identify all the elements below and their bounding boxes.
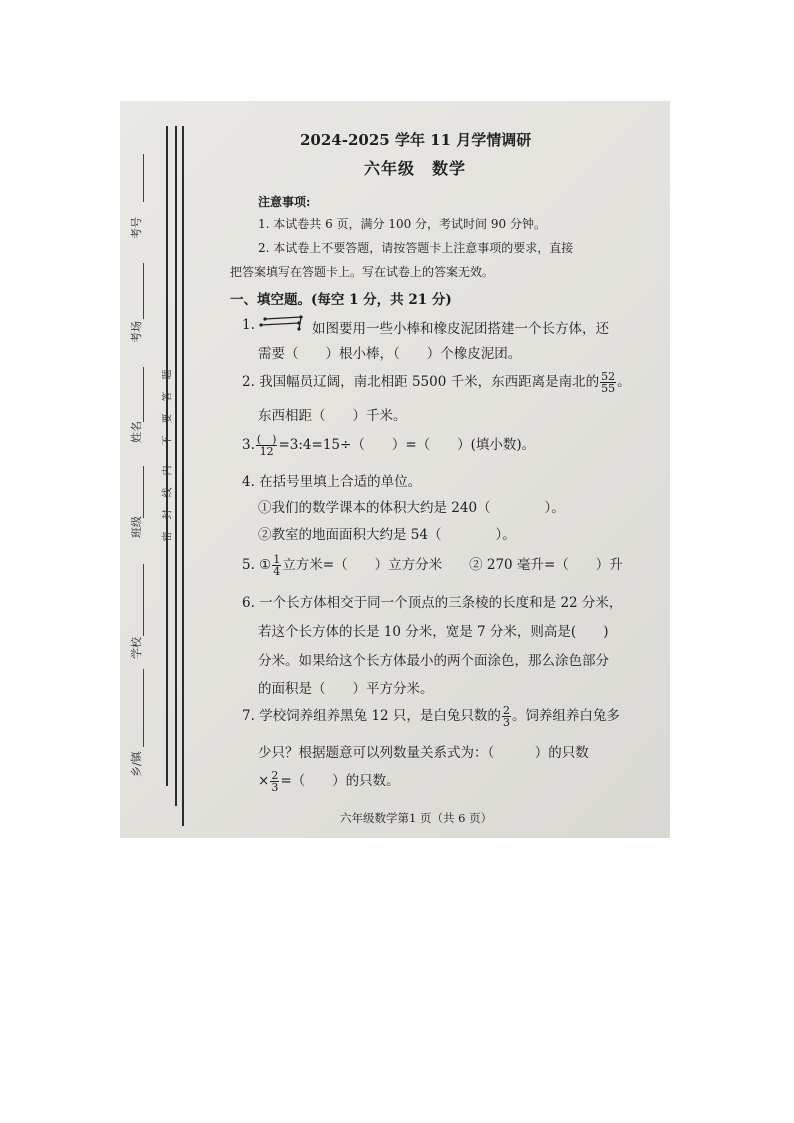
exam-page-photo [120,101,670,838]
field-label: 学校 [130,637,143,659]
q6-line-4: 的面积是（ ）平方分米。 [258,681,434,697]
seal-char: 线 [162,487,174,498]
q6-line-1: 6. 一个长方体相交于同一个顶点的三条棱的长度和是 22 分米， [242,595,623,611]
q4-item-2: ②教室的地面面积大约是 54（ ）。 [258,527,516,543]
seal-char: 不 [162,435,174,446]
field-label: 班级 [130,516,143,538]
seal-char: 要 [162,413,174,424]
q5-line: 5. ① $\frac{1}{4}$ 立方米=（ ）立方分米 ② 270 毫升=（ ）升 [242,553,623,578]
q2-fraction: $\frac{52}{55}$ [601,370,616,395]
q4-item-1: ①我们的数学课本的体积大约是 240（ ）。 [258,500,565,516]
q6-line-3: 分米。如果给这个长方体最小的两个面涂色，那么涂色部分 [258,653,609,669]
q3-text: =3:4=15÷（ ）=（ ）(填小数)。 [278,437,536,453]
field-label: 乡/镇 [130,751,143,777]
notes-heading: 注意事项: [258,195,311,209]
q1-text-a: 如图要用一些小棒和橡皮泥团搭建一个长方体，还 [312,321,609,337]
seal-char: 密 [162,531,174,542]
q3-line: 3. $\frac{( )}{12}$ =3:4=15÷（ ）=（ ）(填小数)。 [242,433,536,458]
q2-line-a: 2. 我国幅员辽阔，南北相距 5500 千米，东西距离是南北的 $\frac{52}{55}$ 。 [242,370,631,395]
notes-item-2: 2. 本试卷上不要答题，请按答题卡上注意事项的要求，直接 [258,241,574,255]
seal-char: 答 [162,391,174,402]
field-label: 姓名 [130,421,143,443]
q1-text-b: 需要（ ）根小棒，（ ）个橡皮泥团。 [258,346,522,362]
binding-line-middle [175,126,177,806]
q7-line-a: 7. 学校饲养组养黑兔 12 只，是白兔只数的 $\frac{2}{3}$ 。饲养组养白兔多 [242,704,620,729]
q2-text-a: 2. 我国幅员辽阔，南北相距 5500 千米，东西距离是南北的 [242,374,600,390]
binding-line-right [182,126,184,826]
exam-title: 2024-2025 学年 11 月学情调研 [300,131,532,149]
q3-fraction: $\frac{( )}{12}$ [256,433,277,458]
q4-text: 4. 在括号里填上合适的单位。 [242,474,422,490]
field-label: 考场 [130,321,143,343]
notes-item-3: 把答案填写在答题卡上。写在试卷上的答案无效。 [230,265,495,279]
q7-line-c: × $\frac{2}{3}$ =（ ）的只数。 [258,769,400,794]
q1-number: 1. [242,317,255,333]
section-title: 一、填空题。(每空 1 分，共 21 分) [230,292,452,308]
field-label: 考号 [130,217,143,239]
binding-line-left [166,126,168,786]
notes-item-1: 1. 本试卷共 6 页，满分 100 分，考试时间 90 分钟。 [258,217,546,231]
q7-fraction: $\frac{2}{3}$ [502,704,510,729]
cuboid-rod-figure-icon [257,311,307,335]
seal-char: 封 [162,509,174,520]
seal-char: 内 [162,465,174,476]
seal-char: 题 [162,369,174,380]
page-footer: 六年级数学第1 页（共 6 页） [340,811,493,825]
q5-fraction: $\frac{1}{4}$ [273,553,281,578]
q7-fraction-repeat: $\frac{2}{3}$ [271,769,279,794]
q2-text-b: 东西相距（ ）千米。 [258,408,407,424]
q6-line-2: 若这个长方体的长是 10 分米，宽是 7 分米，则高是( ) [258,624,609,640]
q5-text: 立方米=（ ）立方分米 ② 270 毫升=（ ）升 [282,557,623,573]
exam-subtitle: 六年级 数学 [364,159,467,178]
q7-text-b: 少只？根据题意可以列数量关系式为：（ ）的只数 [258,745,589,761]
